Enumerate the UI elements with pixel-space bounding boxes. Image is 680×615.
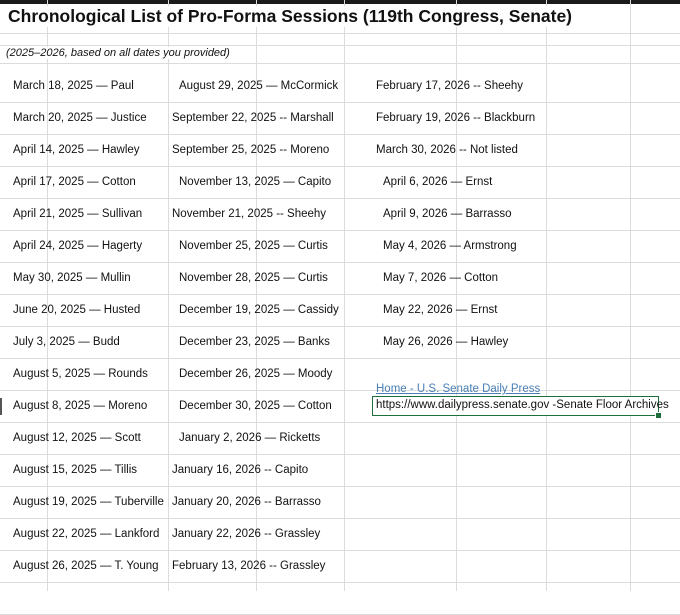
row-gridline: [0, 166, 680, 167]
session-entry[interactable]: April 21, 2025 — Sullivan: [13, 208, 143, 220]
session-entry[interactable]: February 19, 2026 -- Blackburn: [376, 112, 536, 124]
row-gridline: [0, 454, 680, 455]
session-entry[interactable]: May 26, 2026 — Hawley: [383, 336, 509, 348]
session-entry[interactable]: April 6, 2026 — Ernst: [383, 176, 493, 188]
session-entry[interactable]: April 24, 2025 — Hagerty: [13, 240, 143, 252]
sheet-subtitle[interactable]: (2025–2026, based on all dates you provided): [6, 47, 233, 59]
session-entry[interactable]: January 2, 2026 — Ricketts: [179, 432, 321, 444]
session-entry[interactable]: April 9, 2026 — Barrasso: [383, 208, 512, 220]
row-gridline: [0, 230, 680, 231]
session-entry[interactable]: March 30, 2026 -- Not listed: [376, 144, 518, 156]
row-gridline: [0, 262, 680, 263]
row-gridline: [0, 33, 680, 34]
column-gridline: [344, 0, 345, 591]
session-entry[interactable]: November 21, 2025 -- Sheehy: [172, 208, 327, 220]
session-entry[interactable]: February 13, 2026 -- Grassley: [172, 560, 326, 572]
senate-daily-press-link[interactable]: Home - U.S. Senate Daily Press: [376, 383, 541, 395]
session-entry[interactable]: August 12, 2025 — Scott: [13, 432, 141, 444]
active-row-indicator: [0, 398, 2, 415]
session-entry[interactable]: February 17, 2026 -- Sheehy: [376, 80, 524, 92]
session-entry[interactable]: May 30, 2025 — Mullin: [13, 272, 131, 284]
session-entry[interactable]: August 26, 2025 — T. Young: [13, 560, 159, 572]
session-entry[interactable]: September 22, 2025 -- Marshall: [172, 112, 334, 124]
row-gridline: [0, 102, 680, 103]
row-gridline: [0, 134, 680, 135]
column-gridline: [168, 0, 169, 591]
column-gridline: [546, 0, 547, 591]
session-entry[interactable]: December 26, 2025 — Moody: [179, 368, 333, 380]
session-entry[interactable]: August 8, 2025 — Moreno: [13, 400, 148, 412]
session-entry[interactable]: September 25, 2025 -- Moreno: [172, 144, 330, 156]
session-entry[interactable]: January 16, 2026 -- Capito: [172, 464, 309, 476]
session-entry[interactable]: May 7, 2026 — Cotton: [383, 272, 499, 284]
session-entry[interactable]: November 28, 2025 — Curtis: [179, 272, 328, 284]
row-gridline: [0, 422, 680, 423]
row-gridline: [0, 45, 680, 46]
session-entry[interactable]: June 20, 2025 — Husted: [13, 304, 141, 316]
row-gridline: [0, 63, 680, 64]
row-gridline: [0, 294, 680, 295]
session-entry[interactable]: April 17, 2025 — Cotton: [13, 176, 136, 188]
row-gridline: [0, 518, 680, 519]
session-entry[interactable]: January 22, 2026 -- Grassley: [172, 528, 321, 540]
fill-handle[interactable]: [655, 412, 662, 419]
row-gridline: [0, 582, 680, 583]
row-gridline: [0, 358, 680, 359]
session-entry[interactable]: August 29, 2025 — McCormick: [179, 80, 339, 92]
row-gridline: [0, 486, 680, 487]
sheet-title[interactable]: Chronological List of Pro-Forma Sessions (119th Congress, Senate): [8, 6, 576, 27]
row-gridline: [0, 326, 680, 327]
session-entry[interactable]: November 25, 2025 — Curtis: [179, 240, 328, 252]
session-entry[interactable]: December 23, 2025 — Banks: [179, 336, 330, 348]
session-entry[interactable]: March 18, 2025 — Paul: [13, 80, 134, 92]
session-entry[interactable]: December 30, 2025 — Cotton: [179, 400, 332, 412]
session-entry[interactable]: November 13, 2025 — Capito: [179, 176, 332, 188]
row-gridline: [0, 550, 680, 551]
session-entry[interactable]: August 22, 2025 — Lankford: [13, 528, 160, 540]
session-entry[interactable]: May 4, 2026 — Armstrong: [383, 240, 517, 252]
session-entry[interactable]: January 20, 2026 -- Barrasso: [172, 496, 321, 508]
session-entry[interactable]: August 15, 2025 — Tillis: [13, 464, 138, 476]
session-entry[interactable]: December 19, 2025 — Cassidy: [179, 304, 339, 316]
ribbon-edge: [0, 0, 680, 4]
row-gridline: [0, 198, 680, 199]
session-entry[interactable]: July 3, 2025 — Budd: [13, 336, 120, 348]
session-entry[interactable]: March 20, 2025 — Justice: [13, 112, 147, 124]
session-entry[interactable]: August 19, 2025 — Tuberville: [13, 496, 164, 508]
session-entry[interactable]: August 5, 2025 — Rounds: [13, 368, 148, 380]
selected-cell-value[interactable]: https://www.dailypress.senate.gov -Senate Floor Archives: [376, 399, 669, 411]
row-gridline: [0, 390, 680, 391]
session-entry[interactable]: May 22, 2026 — Ernst: [383, 304, 498, 316]
session-entry[interactable]: April 14, 2025 — Hawley: [13, 144, 140, 156]
column-gridline: [630, 0, 631, 591]
